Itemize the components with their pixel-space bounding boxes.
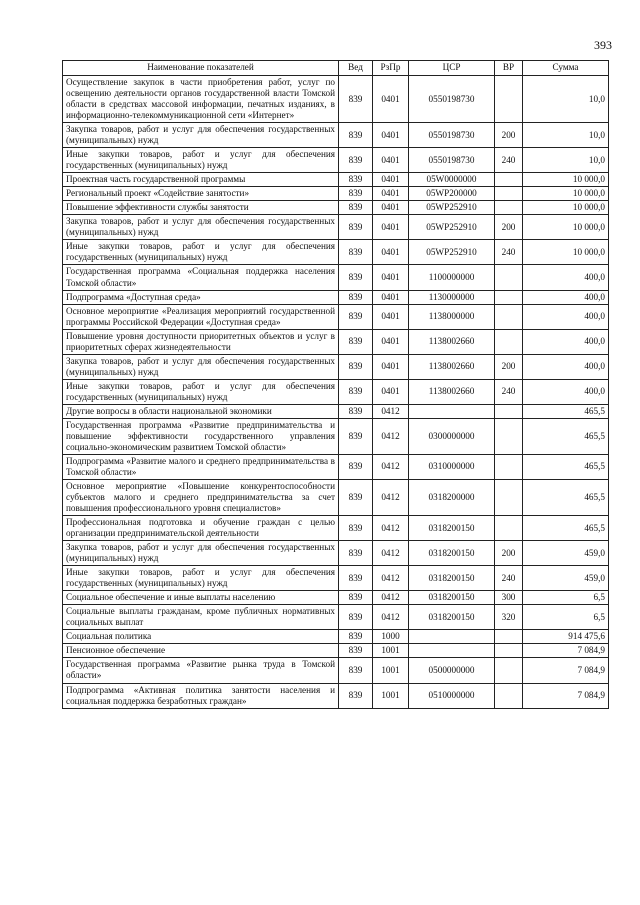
cell-ved: 839 xyxy=(339,379,373,404)
cell-rzpr: 0412 xyxy=(373,418,409,454)
cell-csr: 0318200150 xyxy=(409,566,495,591)
cell-csr: 05WP252910 xyxy=(409,215,495,240)
cell-csr xyxy=(409,630,495,644)
cell-ved: 839 xyxy=(339,404,373,418)
cell-rzpr: 1001 xyxy=(373,658,409,683)
cell-name: Государственная программа «Развитие рынка труда в Томской области» xyxy=(63,658,339,683)
cell-name: Закупка товаров, работ и услуг для обеспечения государственных (муниципальных) нужд xyxy=(63,541,339,566)
cell-sum: 400,0 xyxy=(523,354,609,379)
cell-sum: 465,5 xyxy=(523,404,609,418)
cell-sum: 7 084,9 xyxy=(523,683,609,708)
cell-sum: 10 000,0 xyxy=(523,215,609,240)
cell-vr xyxy=(495,187,523,201)
header-rzpr: РзПр xyxy=(373,61,409,76)
cell-vr xyxy=(495,418,523,454)
cell-sum: 10,0 xyxy=(523,123,609,148)
cell-sum: 7 084,9 xyxy=(523,644,609,658)
cell-ved: 839 xyxy=(339,201,373,215)
cell-vr: 200 xyxy=(495,354,523,379)
cell-rzpr: 0412 xyxy=(373,516,409,541)
cell-csr: 0318200150 xyxy=(409,605,495,630)
cell-name: Региональный проект «Содействие занятости» xyxy=(63,187,339,201)
table-row xyxy=(63,541,609,566)
cell-name: Профессиональная подготовка и обучение граждан с целью организации предпринимательской деятельности xyxy=(63,516,339,541)
cell-ved: 839 xyxy=(339,76,373,123)
cell-csr: 0510000000 xyxy=(409,683,495,708)
cell-vr xyxy=(495,480,523,516)
table-row xyxy=(63,173,609,187)
header-name: Наименование показателей xyxy=(63,61,339,76)
cell-rzpr: 0412 xyxy=(373,454,409,479)
cell-rzpr: 1001 xyxy=(373,683,409,708)
cell-name: Закупка товаров, работ и услуг для обеспечения государственных (муниципальных) нужд xyxy=(63,354,339,379)
cell-csr: 1138002660 xyxy=(409,379,495,404)
cell-name: Другие вопросы в области национальной экономики xyxy=(63,404,339,418)
cell-rzpr: 0401 xyxy=(373,187,409,201)
cell-vr xyxy=(495,658,523,683)
cell-vr: 200 xyxy=(495,541,523,566)
cell-ved: 839 xyxy=(339,173,373,187)
table-row xyxy=(63,566,609,591)
cell-sum: 10,0 xyxy=(523,148,609,173)
cell-vr: 240 xyxy=(495,566,523,591)
cell-name: Иные закупки товаров, работ и услуг для обеспечения государственных (муниципальных) нужд xyxy=(63,148,339,173)
cell-name: Государственная программа «Социальная поддержка населения Томской области» xyxy=(63,265,339,290)
cell-vr xyxy=(495,630,523,644)
cell-ved: 839 xyxy=(339,215,373,240)
cell-ved: 839 xyxy=(339,566,373,591)
cell-name: Закупка товаров, работ и услуг для обеспечения государственных (муниципальных) нужд xyxy=(63,123,339,148)
cell-vr xyxy=(495,304,523,329)
cell-ved: 839 xyxy=(339,591,373,605)
cell-name: Подпрограмма «Активная политика занятости населения и социальная поддержка безработных граждан» xyxy=(63,683,339,708)
cell-csr: 05WP252910 xyxy=(409,240,495,265)
table-row xyxy=(63,265,609,290)
cell-csr: 0310000000 xyxy=(409,454,495,479)
table-row xyxy=(63,683,609,708)
cell-csr: 05WP252910 xyxy=(409,201,495,215)
cell-sum: 914 475,6 xyxy=(523,630,609,644)
table-row xyxy=(63,630,609,644)
cell-vr xyxy=(495,265,523,290)
cell-ved: 839 xyxy=(339,354,373,379)
cell-csr xyxy=(409,404,495,418)
header-ved: Вед xyxy=(339,61,373,76)
table-row xyxy=(63,480,609,516)
cell-ved: 839 xyxy=(339,454,373,479)
cell-sum: 10 000,0 xyxy=(523,240,609,265)
cell-rzpr: 0401 xyxy=(373,148,409,173)
cell-rzpr: 0401 xyxy=(373,290,409,304)
cell-csr: 0500000000 xyxy=(409,658,495,683)
cell-ved: 839 xyxy=(339,541,373,566)
cell-csr xyxy=(409,644,495,658)
table-row xyxy=(63,418,609,454)
cell-sum: 6,5 xyxy=(523,591,609,605)
cell-sum: 10,0 xyxy=(523,76,609,123)
cell-rzpr: 0401 xyxy=(373,354,409,379)
cell-name: Иные закупки товаров, работ и услуг для обеспечения государственных (муниципальных) нужд xyxy=(63,566,339,591)
cell-ved: 839 xyxy=(339,605,373,630)
cell-csr: 0318200150 xyxy=(409,591,495,605)
cell-csr: 0550198730 xyxy=(409,148,495,173)
cell-csr: 05WP200000 xyxy=(409,187,495,201)
cell-sum: 400,0 xyxy=(523,290,609,304)
cell-ved: 839 xyxy=(339,516,373,541)
cell-rzpr: 0401 xyxy=(373,173,409,187)
cell-vr xyxy=(495,173,523,187)
table-row xyxy=(63,644,609,658)
cell-sum: 400,0 xyxy=(523,304,609,329)
cell-ved: 839 xyxy=(339,290,373,304)
cell-rzpr: 0401 xyxy=(373,240,409,265)
table-row xyxy=(63,605,609,630)
cell-ved: 839 xyxy=(339,658,373,683)
cell-ved: 839 xyxy=(339,630,373,644)
cell-sum: 459,0 xyxy=(523,566,609,591)
cell-name: Иные закупки товаров, работ и услуг для обеспечения государственных (муниципальных) нужд xyxy=(63,240,339,265)
cell-vr xyxy=(495,76,523,123)
cell-rzpr: 0412 xyxy=(373,566,409,591)
cell-name: Государственная программа «Развитие предпринимательства и повышение эффективности государственного управления социально-экономическим развитием Томской области» xyxy=(63,418,339,454)
cell-ved: 839 xyxy=(339,683,373,708)
cell-csr: 1138002660 xyxy=(409,329,495,354)
cell-name: Проектная часть государственной программы xyxy=(63,173,339,187)
cell-rzpr: 0401 xyxy=(373,329,409,354)
cell-rzpr: 0412 xyxy=(373,480,409,516)
cell-csr: 0318200150 xyxy=(409,516,495,541)
cell-rzpr: 0401 xyxy=(373,201,409,215)
cell-name: Социальное обеспечение и иные выплаты населению xyxy=(63,591,339,605)
table-row xyxy=(63,516,609,541)
cell-sum: 400,0 xyxy=(523,329,609,354)
cell-vr: 200 xyxy=(495,215,523,240)
cell-rzpr: 1001 xyxy=(373,644,409,658)
table-row xyxy=(63,240,609,265)
cell-vr: 240 xyxy=(495,148,523,173)
cell-name: Подпрограмма «Доступная среда» xyxy=(63,290,339,304)
cell-name: Подпрограмма «Развитие малого и среднего предпринимательства в Томской области» xyxy=(63,454,339,479)
cell-sum: 465,5 xyxy=(523,480,609,516)
budget-table xyxy=(62,60,609,709)
cell-ved: 839 xyxy=(339,123,373,148)
cell-ved: 839 xyxy=(339,418,373,454)
cell-csr: 1130000000 xyxy=(409,290,495,304)
cell-vr xyxy=(495,516,523,541)
cell-vr xyxy=(495,290,523,304)
table-header-row xyxy=(63,61,609,76)
cell-vr xyxy=(495,404,523,418)
cell-name: Иные закупки товаров, работ и услуг для обеспечения государственных (муниципальных) нужд xyxy=(63,379,339,404)
cell-name: Закупка товаров, работ и услуг для обеспечения государственных (муниципальных) нужд xyxy=(63,215,339,240)
cell-rzpr: 1000 xyxy=(373,630,409,644)
cell-rzpr: 0401 xyxy=(373,76,409,123)
cell-vr: 240 xyxy=(495,240,523,265)
table-row xyxy=(63,215,609,240)
table-row xyxy=(63,123,609,148)
table-row xyxy=(63,76,609,123)
cell-name: Социальные выплаты гражданам, кроме публичных нормативных социальных выплат xyxy=(63,605,339,630)
cell-ved: 839 xyxy=(339,644,373,658)
cell-rzpr: 0401 xyxy=(373,379,409,404)
cell-ved: 839 xyxy=(339,148,373,173)
table-row xyxy=(63,148,609,173)
cell-rzpr: 0401 xyxy=(373,304,409,329)
table-row xyxy=(63,658,609,683)
cell-name: Повышение эффективности службы занятости xyxy=(63,201,339,215)
cell-vr xyxy=(495,201,523,215)
cell-vr xyxy=(495,683,523,708)
cell-rzpr: 0401 xyxy=(373,265,409,290)
cell-csr: 05W0000000 xyxy=(409,173,495,187)
cell-sum: 6,5 xyxy=(523,605,609,630)
cell-name: Повышение уровня доступности приоритетных объектов и услуг в приоритетных сферах жизнедеятельности xyxy=(63,329,339,354)
table-row xyxy=(63,290,609,304)
cell-csr: 1138000000 xyxy=(409,304,495,329)
cell-csr: 0550198730 xyxy=(409,76,495,123)
header-sum: Сумма xyxy=(523,61,609,76)
cell-vr xyxy=(495,644,523,658)
cell-csr: 1100000000 xyxy=(409,265,495,290)
cell-name: Основное мероприятие «Повышение конкурентоспособности субъектов малого и среднего предпринимательства за счет повышения профессионального уровня специалистов» xyxy=(63,480,339,516)
table-row xyxy=(63,454,609,479)
cell-rzpr: 0412 xyxy=(373,605,409,630)
table-row xyxy=(63,329,609,354)
cell-name: Социальная политика xyxy=(63,630,339,644)
cell-csr: 0318200150 xyxy=(409,541,495,566)
cell-sum: 10 000,0 xyxy=(523,187,609,201)
cell-ved: 839 xyxy=(339,240,373,265)
table-row xyxy=(63,404,609,418)
cell-name: Пенсионное обеспечение xyxy=(63,644,339,658)
table-row xyxy=(63,379,609,404)
cell-rzpr: 0412 xyxy=(373,541,409,566)
table-row xyxy=(63,201,609,215)
cell-sum: 10 000,0 xyxy=(523,173,609,187)
cell-sum: 400,0 xyxy=(523,379,609,404)
page-number: 393 xyxy=(594,38,612,52)
cell-ved: 839 xyxy=(339,265,373,290)
cell-vr: 320 xyxy=(495,605,523,630)
cell-sum: 10 000,0 xyxy=(523,201,609,215)
header-vr: ВР xyxy=(495,61,523,76)
cell-rzpr: 0412 xyxy=(373,591,409,605)
cell-sum: 400,0 xyxy=(523,265,609,290)
cell-ved: 839 xyxy=(339,329,373,354)
table-row xyxy=(63,187,609,201)
cell-ved: 839 xyxy=(339,480,373,516)
cell-name: Осуществление закупок в части приобретения работ, услуг по освещению деятельности органов государственной власти Томской области в средствах массовой информации, печатных изданиях, в информационно-телекоммуникационной сети «Интернет» xyxy=(63,76,339,123)
cell-name: Основное мероприятие «Реализация мероприятий государственной программы Российской Федерации «Доступная среда» xyxy=(63,304,339,329)
cell-vr xyxy=(495,454,523,479)
cell-sum: 459,0 xyxy=(523,541,609,566)
cell-sum: 7 084,9 xyxy=(523,658,609,683)
cell-rzpr: 0401 xyxy=(373,215,409,240)
table-row xyxy=(63,591,609,605)
cell-rzpr: 0412 xyxy=(373,404,409,418)
cell-vr: 200 xyxy=(495,123,523,148)
cell-csr: 0318200000 xyxy=(409,480,495,516)
cell-csr: 0300000000 xyxy=(409,418,495,454)
cell-vr: 300 xyxy=(495,591,523,605)
cell-sum: 465,5 xyxy=(523,454,609,479)
cell-vr: 240 xyxy=(495,379,523,404)
table-row xyxy=(63,354,609,379)
cell-ved: 839 xyxy=(339,187,373,201)
cell-csr: 1138002660 xyxy=(409,354,495,379)
cell-sum: 465,5 xyxy=(523,516,609,541)
cell-sum: 465,5 xyxy=(523,418,609,454)
cell-vr xyxy=(495,329,523,354)
cell-ved: 839 xyxy=(339,304,373,329)
header-csr: ЦСР xyxy=(409,61,495,76)
cell-rzpr: 0401 xyxy=(373,123,409,148)
cell-csr: 0550198730 xyxy=(409,123,495,148)
table-row xyxy=(63,304,609,329)
table-body xyxy=(63,76,609,709)
